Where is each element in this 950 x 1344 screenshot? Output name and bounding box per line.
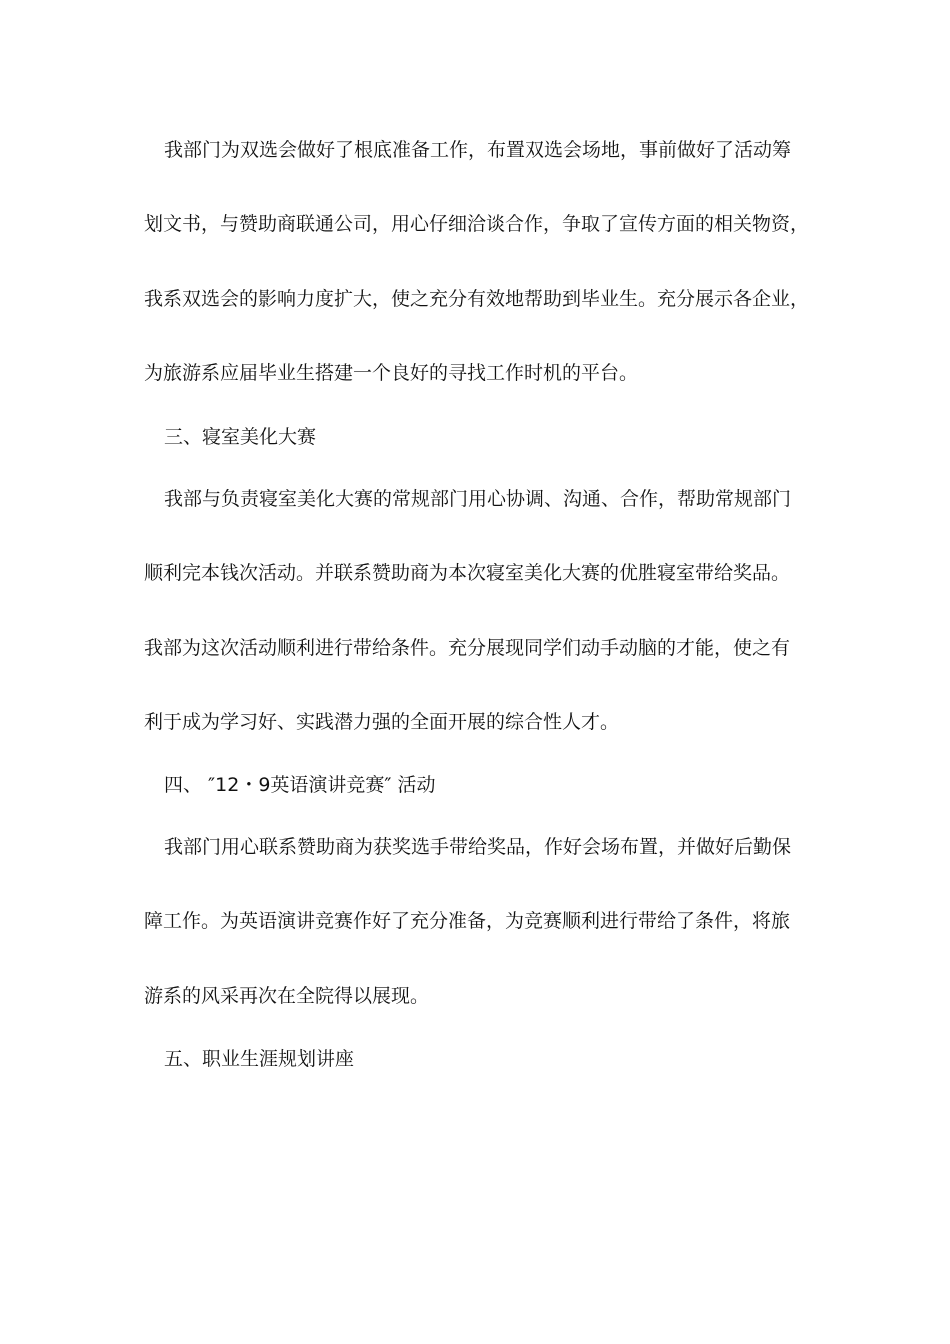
paragraph-line: 障工作。为英语演讲竞赛作好了充分准备，为竞赛顺利进行带给了条件，将旅 [144, 910, 791, 932]
section-heading: 三、寝室美化大赛 [164, 426, 317, 448]
paragraph-line: 我部与负责寝室美化大赛的常规部门用心协调、沟通、合作，帮助常规部门 [164, 488, 792, 510]
paragraph-line: 利于成为学习好、实践潜力强的全面开展的综合性人才。 [144, 711, 620, 733]
section-heading: 五、职业生涯规划讲座 [164, 1048, 355, 1070]
paragraph-line: 为旅游系应届毕业生搭建一个良好的寻找工作时机的平台。 [144, 362, 639, 384]
paragraph-line: 顺利完本钱次活动。并联系赞助商为本次寝室美化大赛的优胜寝室带给奖品。 [144, 562, 791, 584]
paragraph-line: 我部门为双选会做好了根底准备工作，布置双选会场地，事前做好了活动筹 [164, 139, 792, 161]
paragraph-line: 我部门用心联系赞助商为获奖选手带给奖品，作好会场布置，并做好后勤保 [164, 836, 792, 858]
paragraph-line: 我部为这次活动顺利进行带给条件。充分展现同学们动手动脑的才能，使之有 [144, 637, 791, 659]
paragraph-line: 划文书，与赞助商联通公司，用心仔细洽谈合作，争取了宣传方面的相关物资， [144, 213, 810, 235]
section-heading: 四、 ″12・9英语演讲竞赛″ 活动 [164, 774, 436, 796]
paragraph-line: 我系双选会的影响力度扩大，使之充分有效地帮助到毕业生。充分展示各企业， [144, 288, 810, 310]
paragraph-line: 游系的风采再次在全院得以展现。 [144, 985, 430, 1007]
